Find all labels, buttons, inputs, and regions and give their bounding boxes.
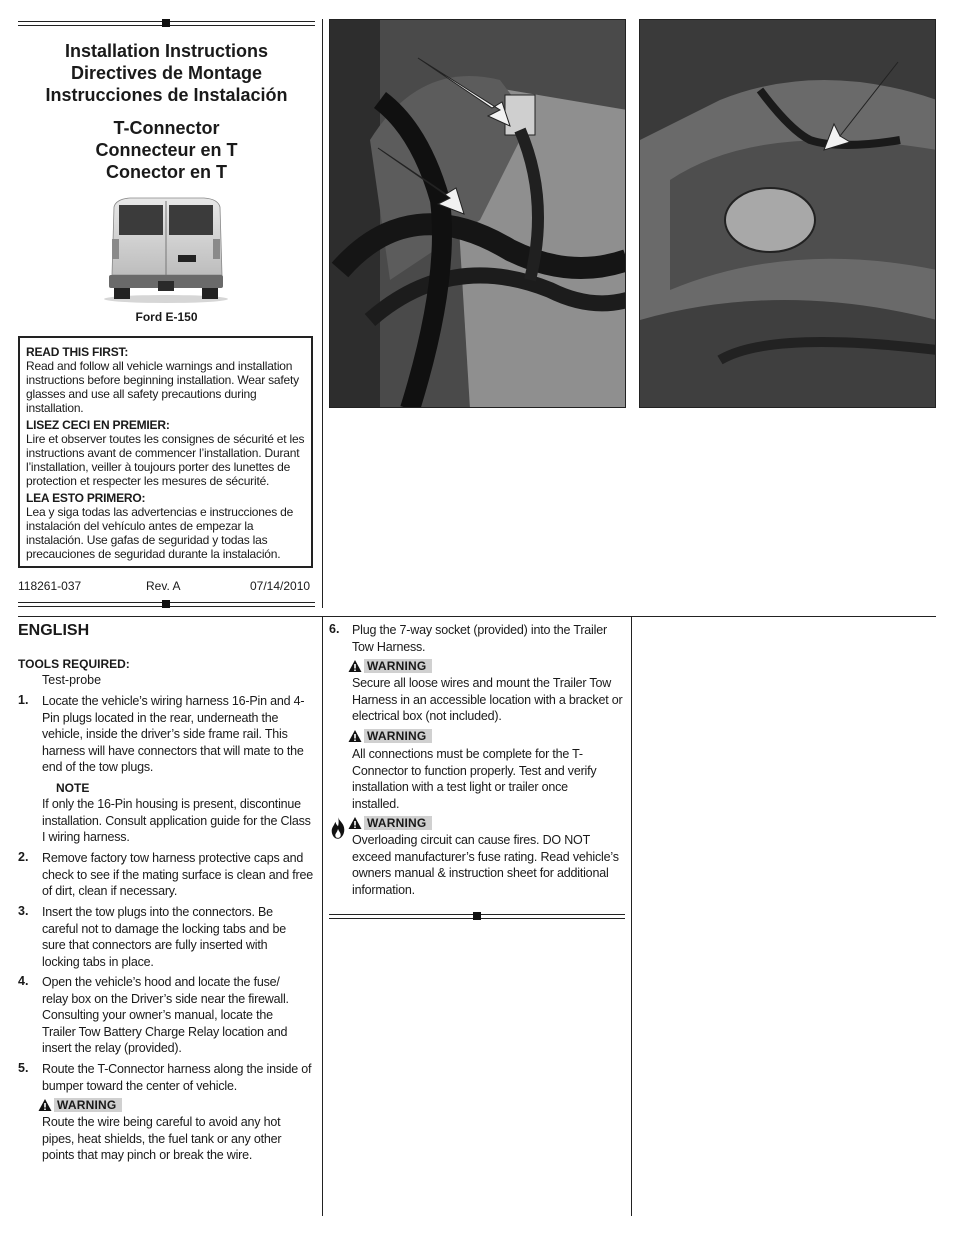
section-rule	[18, 616, 936, 617]
warning-triangle-icon	[348, 659, 362, 673]
warning-label-2	[348, 659, 432, 673]
revision: Rev. A	[146, 579, 181, 593]
step-5-number: 5.	[18, 1061, 29, 1075]
note-label: NOTE	[56, 781, 90, 795]
bottom-rule-marker	[162, 600, 170, 608]
notice-heading-en: READ THIS FIRST:	[26, 345, 129, 359]
warning-label-text: WARNING	[364, 816, 432, 830]
title-fr: Directives de Montage	[70, 63, 263, 83]
vehicle-image	[100, 195, 232, 303]
title-block	[18, 40, 315, 183]
warning-4-text: Overloading circuit can cause fires. DO NOT exceed manufacturer’s fuse rating. Read vehicle’s owners manual & instruction sheet for additional information.	[352, 833, 619, 897]
vehicle-caption: Ford E-150	[135, 310, 198, 324]
fire-hazard-icon	[329, 816, 347, 840]
step-6-text: Plug the 7-way socket (provided) into the Trailer Tow Harness.	[352, 623, 607, 654]
revision-date: 07/14/2010	[250, 579, 311, 593]
step-4-number: 4.	[18, 974, 29, 988]
notice-heading-es: LEA ESTO PRIMERO:	[26, 491, 146, 505]
title-es: Instrucciones de Instalación	[45, 85, 288, 105]
product-es: Conector en T	[105, 162, 227, 182]
warning-triangle-icon	[348, 816, 362, 830]
note-text: If only the 16-Pin housing is present, discontinue installation. Consult application guide for the Class I wiring harness.	[42, 797, 311, 844]
warning-label-text: WARNING	[364, 729, 432, 743]
tools-list: Test-probe	[42, 673, 102, 687]
column-divider-left	[322, 616, 323, 1216]
step-3-number: 3.	[18, 904, 29, 918]
column-divider-top	[322, 19, 323, 608]
end-rule-marker	[473, 912, 481, 920]
notice-text-es: Lea y siga todas las advertencias e instrucciones de instalación del vehículo antes de empezar la instalación. Use gafas de seguridad y todas las precauciones de seguridad durante la instalación.	[26, 505, 294, 561]
warning-triangle-icon	[348, 729, 362, 743]
step-5-text: Route the T-Connector harness along the inside of bumper toward the center of vehicle.	[42, 1062, 312, 1093]
warning-label-1	[38, 1098, 122, 1112]
top-rule-marker	[162, 19, 170, 27]
title-en: Installation Instructions	[64, 41, 269, 61]
notice-heading-fr: LISEZ CECI EN PREMIER:	[26, 418, 170, 432]
step-3-text: Insert the tow plugs into the connectors. Be careful not to damage the locking tabs and be sure that connectors are fully inserted with locking tabs in place.	[42, 905, 286, 969]
warning-label-4	[348, 816, 432, 830]
product-fr: Connecteur en T	[95, 140, 238, 160]
warning-1-text: Route the wire being careful to avoid any hot pipes, heat shields, the fuel tank or any other points that may pinch or break the wire.	[42, 1115, 282, 1162]
step-4-text: Open the vehicle’s hood and locate the fuse/ relay box on the Driver’s side near the firewall. Consulting your owner’s manual, locate the Trailer Tow Battery Charge Relay location and insert the relay (provided).	[42, 975, 289, 1055]
warning-label-text: WARNING	[364, 659, 432, 673]
tools-heading: TOOLS REQUIRED:	[18, 657, 130, 671]
part-number: 118261-037	[18, 579, 82, 593]
step-2-text: Remove factory tow harness protective caps and check to see if the mating surface is clean and free of dirt, clean if necessary.	[42, 851, 314, 898]
install-photo-frame-rail	[639, 19, 936, 408]
column-divider-right	[631, 616, 632, 1216]
warning-3-text: All connections must be complete for the T-Connector to function properly. Test and verify installation with a test light or trailer once installed.	[352, 747, 597, 811]
step-6-number: 6.	[329, 622, 340, 636]
warning-label-text: WARNING	[54, 1098, 122, 1112]
step-2-number: 2.	[18, 850, 29, 864]
section-title-english: ENGLISH	[18, 622, 90, 639]
warning-label-3	[348, 729, 432, 743]
step-1-text: Locate the vehicle’s wiring harness 16-Pin and 4-Pin plugs located in the rear, underneath the vehicle, inside the driver’s side frame rail. This harness will have connectors that will mate to the end of the tow plugs.	[42, 694, 305, 774]
notice-text-en: Read and follow all vehicle warnings and installation instructions before beginning installation. Wear safety glasses and use all safety precautions during installation.	[26, 359, 299, 415]
safety-notice-box	[18, 336, 313, 568]
warning-triangle-icon	[38, 1098, 52, 1112]
notice-text-fr: Lire et observer toutes les consignes de sécurité et les instructions avant de commencer l’installation. Durant l’installation, veiller à toujours porter des lunettes de protection et respecter les mesures de sécurité.	[26, 432, 305, 488]
warning-2-text: Secure all loose wires and mount the Trailer Tow Harness in an accessible location with a bracket or electrical box (not included).	[352, 676, 623, 723]
install-photo-frame-rail-graphic	[640, 20, 936, 408]
product-en: T-Connector	[113, 118, 220, 138]
install-photo-connectors-graphic	[330, 20, 626, 408]
step-1-number: 1.	[18, 693, 29, 707]
install-photo-connectors	[329, 19, 626, 408]
